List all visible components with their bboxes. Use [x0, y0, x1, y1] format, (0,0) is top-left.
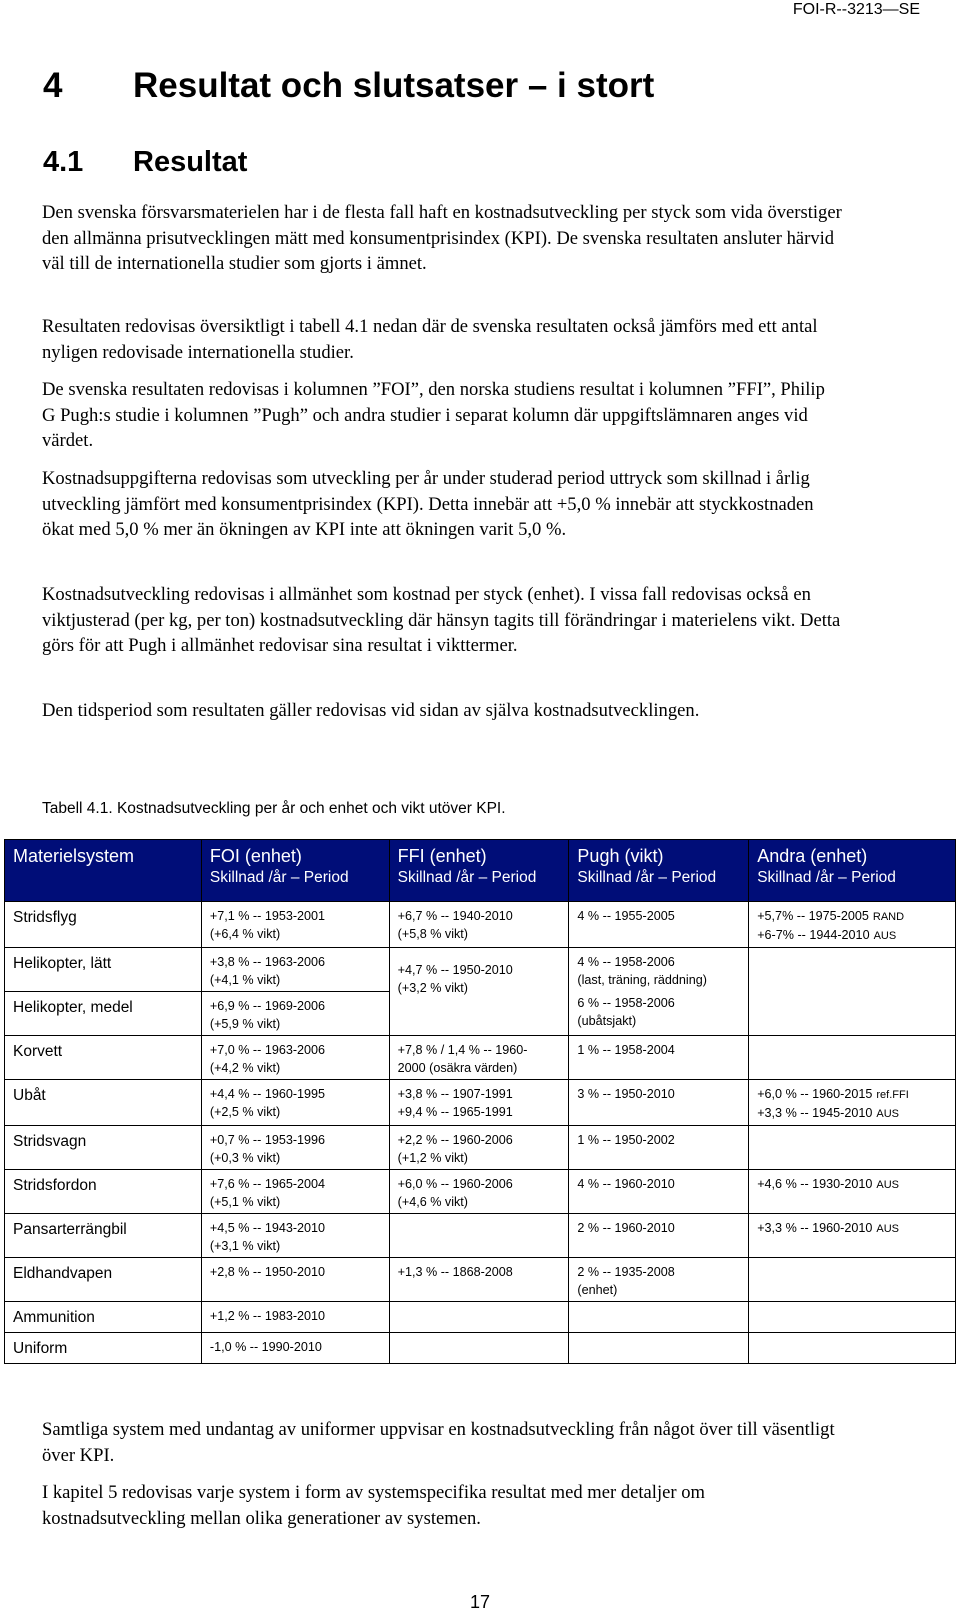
andra-cell [749, 1302, 956, 1333]
column-header-sub: Skillnad /år – Period [577, 869, 717, 886]
column-header-main: Pugh (vikt) [577, 846, 664, 866]
pugh-cell [569, 1214, 749, 1258]
cell-value: +3,3 % -- 1945-2010 [757, 1105, 873, 1120]
table-row [5, 1170, 956, 1214]
cell-line [757, 908, 951, 927]
cell-line: (ubåtsjakt) [577, 1013, 637, 1028]
cell-line: -1,0 % -- 1990-2010 [209, 1340, 322, 1354]
table-row [5, 902, 956, 948]
foi-cell [201, 1258, 389, 1302]
table-header-row [5, 840, 956, 902]
system-cell: Stridsfordon [5, 1170, 202, 1214]
cell-line: +7,6 % -- 1965-2004 [209, 1177, 326, 1191]
foi-cell [201, 1170, 389, 1214]
paragraph-5: Kostnadsutveckling redovisas i allmänhet som kostnad per styck (enhet). I vissa fall redovisas också en viktjusterad (per kg, per ton) kostnadsutveckling där hänsyn tagits till förändringar i materielens vikt. Detta görs för att Pugh i allmänhet redovisar sina resultat i vikttermer. [42, 584, 841, 656]
ffi-cell [389, 1126, 569, 1170]
source-tag: AUS [876, 1223, 899, 1235]
source-tag: AUS [876, 1107, 899, 1120]
cell-line: (+5,1 % vikt) [209, 1194, 281, 1209]
cell-line: 6 % -- 1958-2006 [577, 996, 675, 1010]
cell-line: (+4,1 % vikt) [209, 972, 281, 987]
cell-line: 4 % -- 1960-2010 [577, 1177, 675, 1191]
cell-line: 4 % -- 1958-2006 [577, 955, 675, 969]
foi-cell [201, 992, 389, 1036]
cell-line: (+3,2 % vikt) [397, 980, 468, 995]
cell-line: +1,3 % -- 1868-2008 [397, 1265, 513, 1279]
cell-line [757, 1086, 951, 1105]
foi-cell [201, 1036, 389, 1080]
cell-line: 1 % -- 1958-2004 [577, 1043, 675, 1057]
cell-line: +4,5 % -- 1943-2010 [209, 1221, 326, 1235]
foi-cell [201, 1126, 389, 1170]
cell-value: +3,3 % -- 1960-2010 [757, 1221, 873, 1235]
chapter-heading [43, 66, 654, 106]
cell-line: (+3,1 % vikt) [209, 1238, 281, 1253]
cell-line: +4,7 % -- 1950-2010 [397, 963, 513, 977]
paragraph-7: Samtliga system med undantag av uniformer uppvisar en kostnadsutveckling från något över till väsentligt över KPI. [42, 1419, 835, 1466]
andra-cell [749, 1126, 956, 1170]
column-header-main: FFI (enhet) [397, 846, 487, 866]
cell-line [757, 1176, 951, 1195]
table-row [5, 1036, 956, 1080]
andra-cell [749, 1036, 956, 1080]
andra-cell [749, 1258, 956, 1302]
ffi-cell [389, 1080, 569, 1126]
chapter-number: 4 [43, 66, 63, 105]
cell-line: +3,8 % -- 1963-2006 [209, 955, 326, 969]
cell-line: +3,8 % -- 1907-1991 [397, 1087, 513, 1101]
table-row [5, 1214, 956, 1258]
table-row [5, 1126, 956, 1170]
paragraph-2: Resultaten redovisas översiktligt i tabell 4.1 nedan där de svenska resultaten också jämförs med ett antal nyligen redovisade internationella studier. [42, 316, 818, 363]
cell-line: (+4,6 % vikt) [397, 1194, 468, 1209]
column-header-main: FOI (enhet) [209, 846, 302, 866]
column-header-ffi [389, 840, 569, 902]
system-cell: Ammunition [5, 1302, 202, 1333]
column-header-pugh [569, 840, 749, 902]
ffi-cell [389, 902, 569, 948]
cell-line: (enhet) [577, 1282, 618, 1297]
foi-cell [201, 1302, 389, 1333]
source-tag: RAND [872, 911, 905, 923]
table-row [5, 1080, 956, 1126]
ffi-cell [389, 1170, 569, 1214]
ffi-cell [389, 1036, 569, 1080]
section-title: Resultat [133, 146, 248, 178]
foi-cell [201, 948, 389, 992]
source-tag: ref.FFI [876, 1089, 909, 1101]
section-heading [43, 146, 247, 179]
page-number: 17 [469, 1592, 491, 1612]
table-caption: Tabell 4.1. Kostnadsutveckling per år och enhet och vikt utöver KPI. [42, 800, 506, 817]
andra-cell [749, 1333, 956, 1364]
table-row [5, 948, 956, 992]
paragraph-1: Den svenska försvarsmaterielen har i de flesta fall haft en kostnadsutveckling per styck som vida överstiger den allmänna prisutvecklingen mätt med konsumentprisindex (KPI). De svenska resultaten ansluter härvid väl till de internationella studier som gjorts i ämnet. [42, 202, 842, 274]
ffi-cell [389, 1258, 569, 1302]
system-cell: Korvett [5, 1036, 202, 1080]
system-cell: Helikopter, lätt [5, 948, 202, 992]
system-cell: Pansarterrängbil [5, 1214, 202, 1258]
andra-cell [749, 1170, 956, 1214]
cell-line: (+5,9 % vikt) [209, 1016, 281, 1031]
foi-cell [201, 1214, 389, 1258]
table-row [5, 1258, 956, 1302]
cell-line: 2 % -- 1960-2010 [577, 1221, 675, 1235]
andra-cell [749, 1214, 956, 1258]
source-tag: AUS [876, 1179, 899, 1191]
column-header-foi [201, 840, 389, 902]
cell-line: +7,1 % -- 1953-2001 [209, 909, 326, 923]
column-header-sub: Skillnad /år – Period [397, 869, 537, 886]
column-header-main: Andra (enhet) [757, 846, 868, 866]
pugh-cell [569, 902, 749, 948]
cell-line: 2000 (osäkra värden) [397, 1060, 518, 1075]
cell-line: 3 % -- 1950-2010 [577, 1087, 675, 1101]
paragraph-8: I kapitel 5 redovisas varje system i form av systemspecifika resultat med mer detaljer om kostnadsutveckling mellan olika generationer av systemen. [42, 1482, 705, 1529]
cell-line: +0,7 % -- 1953-1996 [209, 1133, 326, 1147]
cell-line: +6,0 % -- 1960-2006 [397, 1177, 513, 1191]
cell-line [757, 1105, 951, 1124]
cell-line: +6,9 % -- 1969-2006 [209, 999, 326, 1013]
cell-line: +9,4 % -- 1965-1991 [397, 1104, 513, 1119]
pugh-cell [569, 1036, 749, 1080]
pugh-cell [569, 1258, 749, 1302]
foi-cell [201, 1080, 389, 1126]
cell-line: +2,8 % -- 1950-2010 [209, 1265, 326, 1279]
cell-line: (+1,2 % vikt) [397, 1150, 468, 1165]
document-id: FOI-R--3213—SE [792, 1, 920, 18]
source-tag: AUS [873, 929, 897, 942]
pugh-cell [569, 1302, 749, 1333]
column-header-andra [749, 840, 956, 902]
section-number: 4.1 [43, 146, 84, 178]
foi-cell [201, 902, 389, 948]
cell-line: (+5,8 % vikt) [397, 926, 468, 941]
cell-line: (last, träning, räddning) [577, 972, 707, 987]
cell-line [757, 927, 951, 946]
andra-cell [749, 902, 956, 948]
cell-line: (+4,2 % vikt) [209, 1060, 281, 1075]
cell-line: 4 % -- 1955-2005 [577, 909, 675, 923]
column-header-sub: Skillnad /år – Period [757, 869, 896, 886]
column-header-system [5, 840, 202, 902]
cell-line: +1,2 % -- 1983-2010 [209, 1309, 326, 1323]
cell-value: +5,7% -- 1975-2005 [757, 909, 869, 923]
system-cell: Helikopter, medel [5, 992, 202, 1036]
cell-line [757, 1220, 951, 1239]
cell-value: +4,6 % -- 1930-2010 [757, 1177, 873, 1191]
pugh-cell [569, 1333, 749, 1364]
cell-line: (+2,5 % vikt) [209, 1104, 281, 1119]
column-header-sub: Skillnad /år – Period [209, 869, 349, 886]
cell-line: +6,7 % -- 1940-2010 [397, 909, 513, 923]
andra-cell [749, 1080, 956, 1126]
cell-line: 1 % -- 1950-2002 [577, 1133, 675, 1147]
pugh-cell [569, 1080, 749, 1126]
paragraph-3: De svenska resultaten redovisas i kolumnen ”FOI”, den norska studiens resultat i kolumnen ”FFI”, Philip G Pugh:s studie i kolumnen ”Pugh” och andra studier i separat kolumn där uppgiftslämnaren anges vid värdet. [42, 379, 825, 451]
paragraph-4: Kostnadsuppgifterna redovisas som utveckling per år under studerad period uttryck som skillnad i årlig utveckling jämfört med konsumentprisindex (KPI). Detta innebär att +5,0 % innebär att styckkostnaden ökat med 5,0 % mer än ökningen av KPI inte att ökningen varit 5,0 %. [42, 468, 814, 540]
system-cell: Ubåt [5, 1080, 202, 1126]
ffi-cell [389, 1214, 569, 1258]
paragraph-6: Den tidsperiod som resultaten gäller redovisas vid sidan av själva kostnadsutvecklingen. [42, 700, 700, 721]
foi-cell [201, 1333, 389, 1364]
pugh-cell [569, 1170, 749, 1214]
cell-line: (+0,3 % vikt) [209, 1150, 281, 1165]
table-row [5, 1333, 956, 1364]
ffi-cell [389, 1333, 569, 1364]
pugh-cell [569, 1126, 749, 1170]
andra-cell [749, 948, 956, 1036]
table-row [5, 1302, 956, 1333]
column-header-main: Materielsystem [13, 846, 135, 866]
cell-value: +6,0 % -- 1960-2015 [757, 1087, 873, 1101]
ffi-cell [389, 948, 569, 1036]
system-cell: Stridsvagn [5, 1126, 202, 1170]
cell-line: (+6,4 % vikt) [209, 926, 281, 941]
cost-development-table [4, 839, 956, 1364]
cell-line: +2,2 % -- 1960-2006 [397, 1133, 513, 1147]
cell-line: 2 % -- 1935-2008 [577, 1265, 675, 1279]
cell-value: +6-7% -- 1944-2010 [757, 927, 870, 942]
system-cell: Uniform [5, 1333, 202, 1364]
cell-line: +4,4 % -- 1960-1995 [209, 1087, 326, 1101]
system-cell: Eldhandvapen [5, 1258, 202, 1302]
cell-line: +7,0 % -- 1963-2006 [209, 1043, 326, 1057]
cell-line: +7,8 % / 1,4 % -- 1960- [397, 1043, 528, 1057]
pugh-cell [569, 948, 749, 1036]
chapter-title: Resultat och slutsatser – i stort [133, 66, 655, 105]
system-cell: Stridsflyg [5, 902, 202, 948]
ffi-cell [389, 1302, 569, 1333]
